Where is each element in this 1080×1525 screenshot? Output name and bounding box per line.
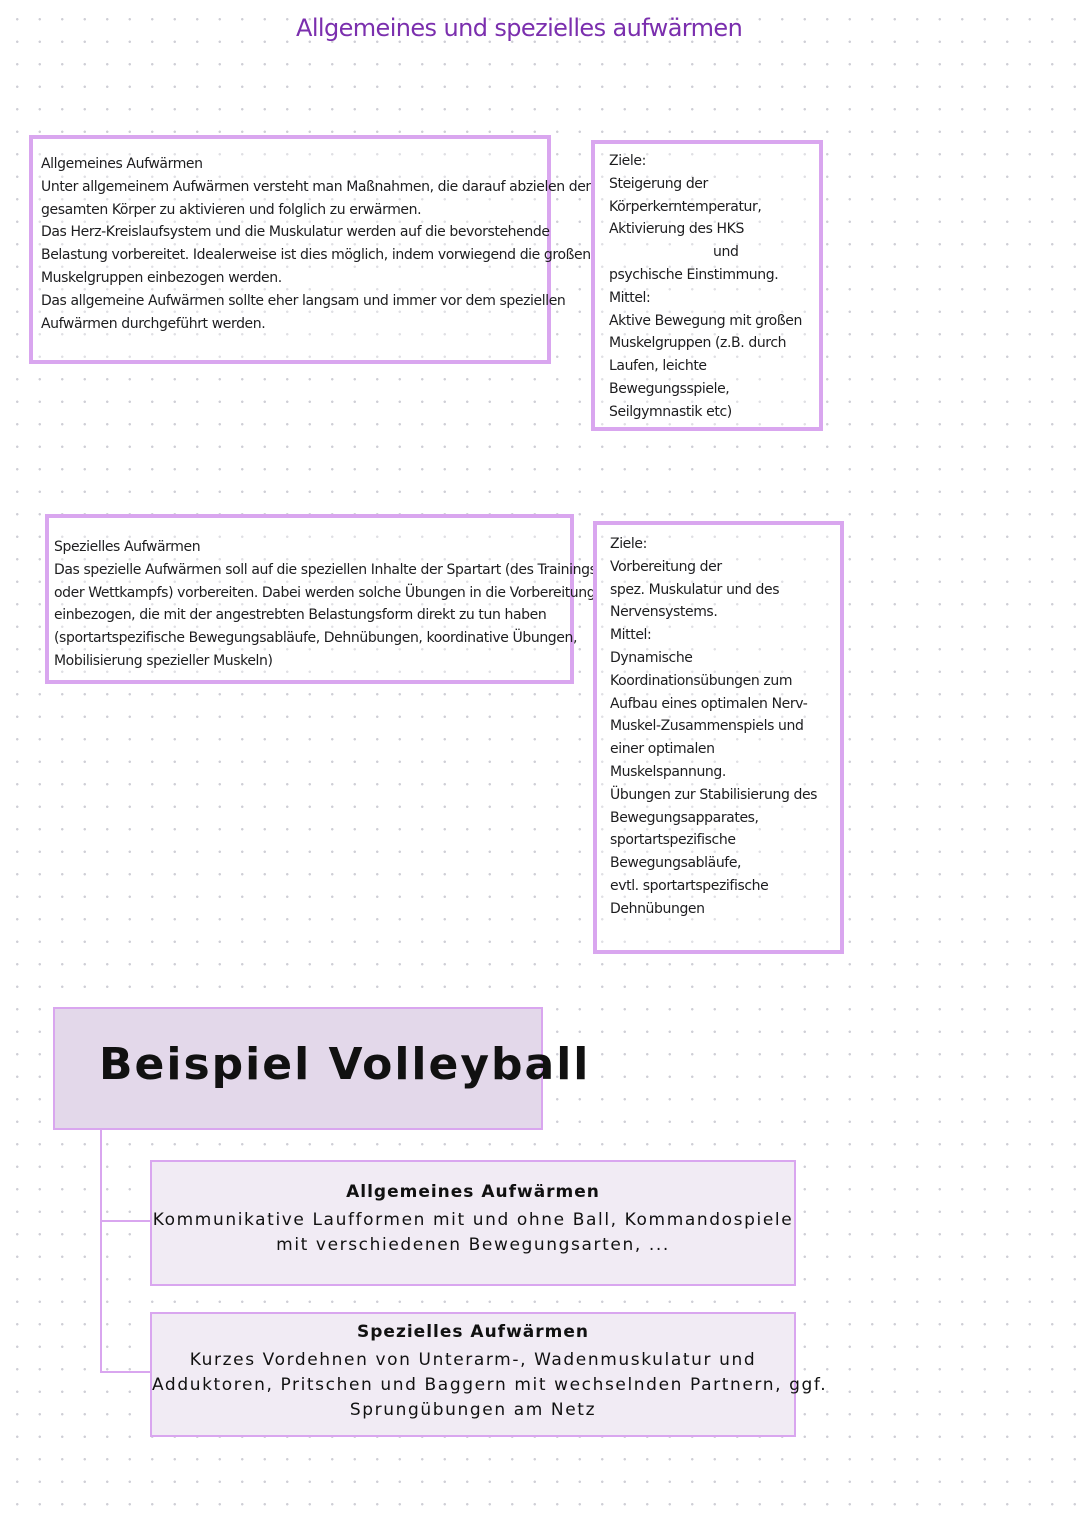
text-line: Steigerung der [609,175,708,192]
text-line: Dynamische [610,649,693,666]
text-line: Mittel: [610,627,652,644]
text-line: Aufwärmen durchgeführt werden. [41,315,266,332]
text-line: Kommunikative Laufformen mit und ohne Ball, Kommandospiele [152,1210,794,1230]
text-line: Körperkerntemperatur, [609,198,762,215]
ziele-speziell-box [593,521,844,954]
text-line: Adduktoren, Pritschen und Baggern mit wechselnden Partnern, ggf. [152,1375,828,1395]
text-line: Das spezielle Aufwärmen soll auf die speziellen Inhalte der Spartart (des Trainings [54,561,597,578]
text-line: Ziele: [610,536,647,552]
volleyball-allgemein-title: Allgemeines Aufwärmen [346,1182,600,1202]
text-line: Ziele: [609,153,646,169]
volleyball-speziell-title: Spezielles Aufwärmen [357,1322,589,1342]
text-line: spez. Muskulatur und des [610,581,780,598]
allgemeines-aufwaermen-box [29,135,594,364]
ziele-allgemein-text [609,150,802,424]
text-line: Allgemeines Aufwärmen [41,156,203,172]
text-line: Koordinationsübungen zum [610,672,793,689]
text-line: (sportartspezifische Bewegungsabläufe, Dehnübungen, koordinative Übungen, [54,630,578,647]
text-line: Mobilisierung spezieller Muskeln) [54,652,273,669]
text-line: Dehnübungen [610,900,705,917]
text-line: Spezielles Aufwärmen [54,539,201,555]
ziele-speziell-text [610,533,817,921]
volleyball-allgemein-text [152,1208,794,1258]
text-line: Aufbau eines optimalen Nerv- [610,695,808,712]
spezielles-aufwaermen-box [45,514,597,684]
text-line: Bewegungsabläufe, [610,855,742,872]
volleyball-allgemein-box [150,1160,796,1286]
text-line: Bewegungsapparates, [610,809,759,826]
text-line: Muskelgruppen (z.B. durch [609,335,787,352]
volleyball-speziell-text [152,1348,828,1423]
tree-connector-branch-allgemein [100,1220,150,1222]
volleyball-speziell-box [150,1312,828,1437]
spezielles-aufwaermen-text [54,536,596,673]
text-line: Vorbereitung der [610,558,722,575]
text-line: Aktive Bewegung mit großen [609,312,802,329]
ziele-allgemein-box [591,140,823,431]
text-line: Muskelgruppen einbezogen werden. [41,269,282,286]
volleyball-heading: Beispiel Volleyball [99,1039,591,1090]
text-line: psychische Einstimmung. [609,266,779,283]
text-line: oder Wettkampfs) vorbereiten. Dabei werden solche Übungen in die Vorbereitung [54,584,596,601]
text-line: Laufen, leichte [609,358,707,375]
text-line: Bewegungsspiele, [609,380,730,397]
text-line: evtl. sportartspezifische [610,877,769,894]
text-line: gesamten Körper zu aktivieren und folglich zu erwärmen. [41,201,422,218]
tree-connector-branch-speziell [100,1371,150,1373]
text-line: Muskelspannung. [610,763,726,780]
text-line: Sprungübungen am Netz [349,1400,597,1420]
text-line: Aktivierung des HKS [609,221,744,238]
allgemeines-aufwaermen-text [41,153,594,335]
text-line: Seilgymnastik etc) [609,403,732,420]
text-line: Kurzes Vordehnen von Unterarm-, Wadenmuskulatur und [189,1350,757,1370]
text-line: und [713,244,739,261]
text-line: Übungen zur Stabilisierung des [610,786,818,803]
text-line: mit verschiedenen Bewegungsarten, ... [276,1235,670,1255]
text-line: Das allgemeine Aufwärmen sollte eher langsam und immer vor dem speziellen [41,292,566,309]
text-line: Nervensystems. [610,604,718,621]
text-line: einbezogen, die mit der angestrebten Belastungsform direkt zu tun haben [54,607,547,624]
text-line: sportartspezifische [610,832,736,849]
volleyball-heading-box [53,1007,591,1130]
text-line: Unter allgemeinem Aufwärmen versteht man Maßnahmen, die darauf abzielen den [41,178,594,195]
text-line: Muskel-Zusammenspiels und [610,718,804,735]
text-line: Belastung vorbereitet. Idealerweise ist dies möglich, indem vorwiegend die großen [41,247,591,264]
text-line: einer optimalen [610,741,715,758]
page-title: Allgemeines und spezielles aufwärmen [296,14,743,42]
text-line: Das Herz-Kreislaufsystem und die Muskulatur werden auf die bevorstehende [41,224,550,241]
text-line: Mittel: [609,289,651,306]
tree-connector-vertical [100,1130,102,1373]
